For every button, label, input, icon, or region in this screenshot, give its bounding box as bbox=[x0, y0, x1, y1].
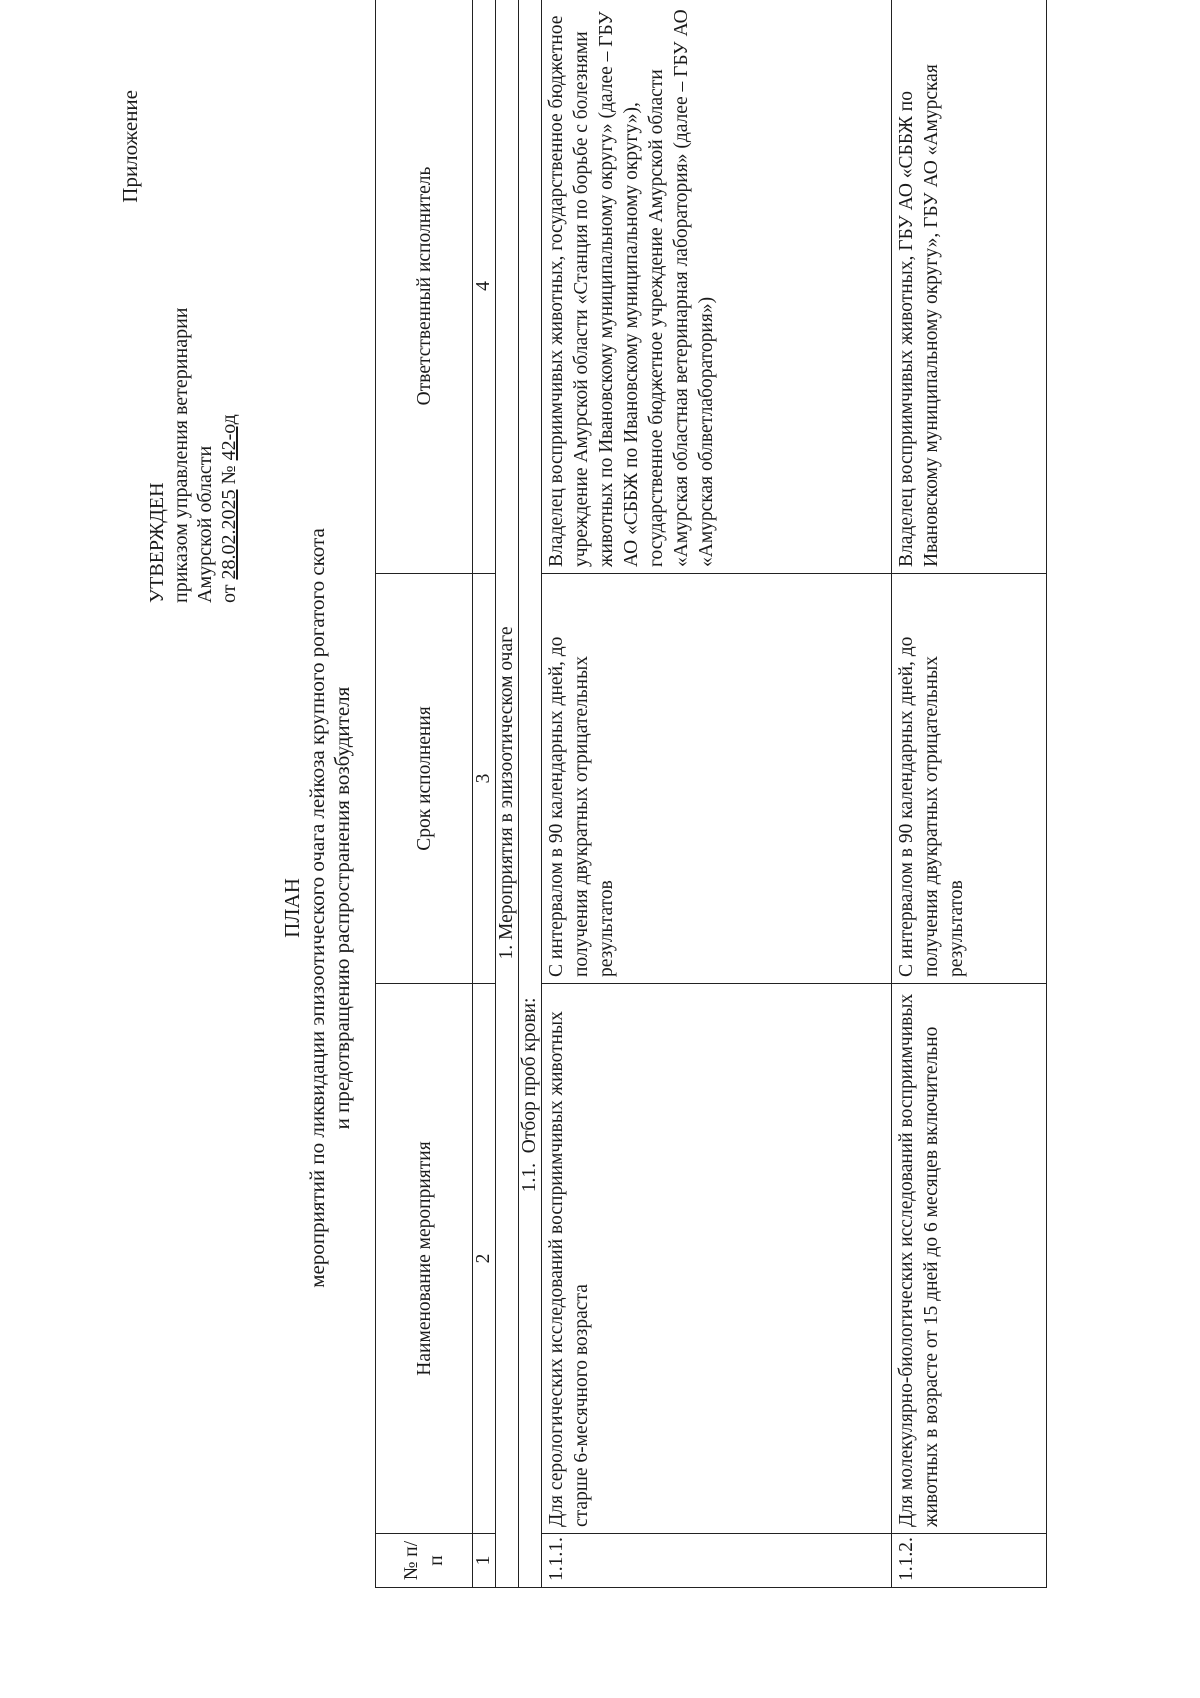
number-prefix: № bbox=[218, 460, 240, 490]
row-num: 1.1.2. bbox=[892, 1534, 1047, 1588]
subsection-row bbox=[519, 0, 542, 1588]
column-number-row bbox=[473, 0, 496, 1588]
order-line: приказом управления ветеринарии bbox=[170, 307, 192, 603]
header-num: № п/п bbox=[376, 1534, 473, 1588]
row-resp: Владелец восприимчивых животных, государственное бюджетное учреждение Амурской области «Станция по борьбе с болезнями животных по Ивановскому муниципальному округу» (далее – ГБУ АО «СББЖ по Ивановскому муниципальному округу»), государственное бюджетное учреждение Амурской области «Амурская областная ветеринарная лаборатория» (далее – ГБУ АО «Амурская облветлаборатория») bbox=[542, 0, 892, 574]
row-term: С интервалом в 90 календарных дней, до получения двукратных отрицательных результатов bbox=[892, 574, 1047, 984]
plan-heading: ПЛАН bbox=[280, 878, 304, 938]
section-title: 1. Мероприятия в эпизоотическом очаге bbox=[496, 0, 519, 1588]
plan-table bbox=[375, 0, 1047, 1588]
colnum-3: 3 bbox=[473, 574, 496, 984]
plan-title bbox=[280, 378, 355, 1438]
order-number: 42-од bbox=[218, 414, 240, 461]
header-term: Срок исполнения bbox=[376, 574, 473, 984]
colnum-4: 4 bbox=[473, 0, 496, 574]
order-date: 28.02.2025 bbox=[218, 489, 240, 580]
colnum-2: 2 bbox=[473, 984, 496, 1534]
approval-block bbox=[145, 83, 241, 603]
subsection-num: 1.1. bbox=[519, 1163, 540, 1193]
row-term: С интервалом в 90 календарных дней, до получения двукратных отрицательных результатов bbox=[542, 574, 892, 984]
row-name: Для молекулярно-биологических исследований восприимчивых животных в возрасте от 15 дней до 6 месяцев включительно bbox=[892, 984, 1047, 1534]
approved-heading: УТВЕРЖДЕН bbox=[146, 482, 168, 603]
subsection-cell bbox=[519, 0, 542, 1588]
table-row bbox=[542, 0, 892, 1588]
colnum-1: 1 bbox=[473, 1534, 496, 1588]
table-header-row bbox=[376, 0, 473, 1588]
subsection-text: Отбор проб крови: bbox=[519, 997, 540, 1154]
appendix-label: Приложение bbox=[118, 90, 142, 203]
header-name: Наименование мероприятия bbox=[376, 984, 473, 1534]
row-resp: Владелец восприимчивых животных, ГБУ АО «СББЖ по Ивановскому муниципальному округу», ГБУ АО «Амурская bbox=[892, 0, 1047, 574]
header-resp: Ответственный исполнитель bbox=[376, 0, 473, 574]
row-name: Для серологических исследований восприимчивых животных старше 6-месячного возраста bbox=[542, 984, 892, 1534]
table-row bbox=[892, 0, 1047, 1588]
plan-subtitle-line1: мероприятий по ликвидации эпизоотического очага лейкоза крупного рогатого скота bbox=[305, 528, 329, 1288]
region-line: Амурской области bbox=[194, 445, 216, 603]
row-num: 1.1.1. bbox=[542, 1534, 892, 1588]
plan-subtitle-line2: и предотвращению распространения возбудителя bbox=[330, 686, 354, 1130]
order-date-line bbox=[217, 83, 241, 603]
section-row bbox=[496, 0, 519, 1588]
date-prefix: от bbox=[218, 579, 240, 603]
